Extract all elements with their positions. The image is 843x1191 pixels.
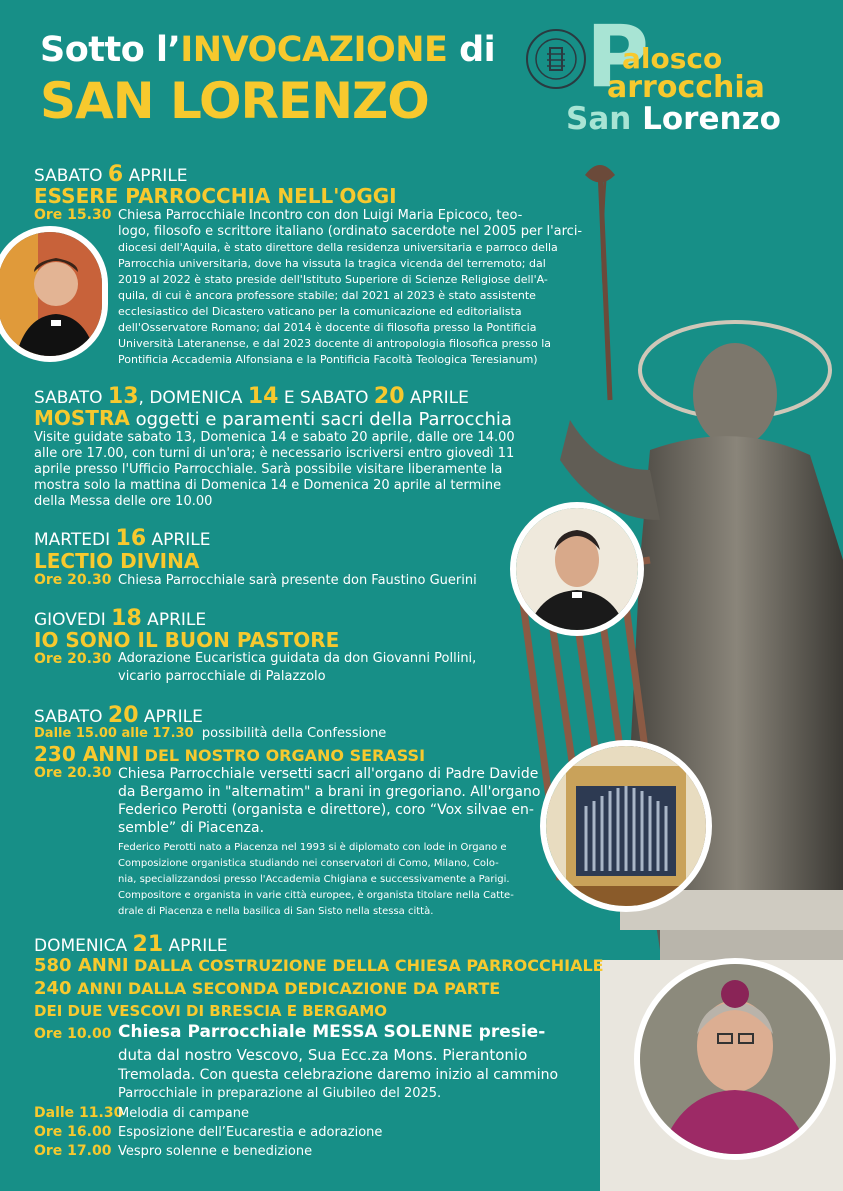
event1-line: 2019 al 2022 è stato preside dell'Istituto Superiore di Scienze Religiose dell'A- (118, 273, 548, 286)
event1-line: Chiesa Parrocchiale Incontro con don Luigi Maria Epicoco, teo- (118, 208, 523, 223)
event1-time: Ore 15.30 (34, 207, 112, 223)
event1-line: diocesi dell'Aquila, è stato direttore della residenza universitaria e parroco della (118, 241, 558, 254)
event3-title: LECTIO DIVINA (34, 549, 200, 573)
header-line-2: SAN LORENZO (40, 72, 429, 130)
event6-title-3: DEI DUE VESCOVI DI BRESCIA E BERGAMO (34, 1002, 388, 1020)
event6-date: DOMENICA 21 APRILE (34, 932, 228, 957)
event3-time: Ore 20.30 (34, 572, 112, 588)
event4-time: Ore 20.30 (34, 651, 112, 667)
event1-line: quila, di cui è ancora professore stabile; dal 2021 al 2023 è stato assistente (118, 289, 536, 302)
schedule-desc: Vespro solenne e benedizione (118, 1144, 313, 1159)
logo-parrocchia: arrocchia (607, 70, 765, 105)
schedule-time: Ore 16.00 (34, 1124, 112, 1140)
event1-line: dell'Osservatore Romano; dal 2014 è docente di filosofia presso la Pontificia (118, 321, 537, 334)
event6-mass-line4: Parrocchiale in preparazione al Giubileo del 2025. (118, 1086, 442, 1101)
event5-line: semble” di Piacenza. (118, 820, 265, 836)
schedule-time: Dalle 11.30 (34, 1105, 124, 1121)
event1-line: ecclesiastico del Dicastero vaticano per la comunicazione ed editorialista (118, 305, 522, 318)
event6-title-2: 240 ANNI DALLA SECONDA DEDICAZIONE DA PARTE (34, 978, 501, 999)
event1-line: Parrocchia universitaria, dove ha vissuta la tragica vicenda del terremoto; dal (118, 257, 546, 270)
event1-line: Università Lateranense, e dal 2023 docente di antropologia filosofica presso la (118, 337, 551, 350)
event5-bio-line: Federico Perotti nato a Piacenza nel 1993 si è diplomato con lode in Organo e (118, 842, 507, 853)
event1-date: SABATO 6 APRILE (34, 162, 188, 187)
event6-title-1: 580 ANNI DALLA COSTRUZIONE DELLA CHIESA PARROCCHIALE (34, 955, 604, 976)
event5-bio-line: nia, specializzandosi presso l'Accademia Chigiana e successivamente a Parigi. (118, 874, 510, 885)
event4-date: GIOVEDI 18 APRILE (34, 606, 207, 631)
event5-title: 230 ANNI DEL NOSTRO ORGANO SERASSI (34, 742, 426, 766)
event5-bio-line: Composizione organistica studiando nei conservatori di Como, Milano, Colo- (118, 858, 499, 869)
event6-mass-line2: duta dal nostro Vescovo, Sua Ecc.za Mons. Pierantonio (118, 1046, 528, 1064)
schedule-time: Ore 17.00 (34, 1143, 112, 1159)
logo-palosco: alosco (622, 42, 723, 75)
header-line-1: Sotto l’INVOCAZIONE di (40, 30, 496, 70)
event2-title: MOSTRA oggetti e paramenti sacri della Parrocchia (34, 406, 512, 430)
parish-seal-icon (525, 28, 587, 90)
event1-line: logo, filosofo e scrittore italiano (ordinato sacerdote nel 2005 per l'arci- (118, 224, 583, 239)
photo-faustino-guerini (510, 502, 644, 636)
event4-line: Adorazione Eucaristica guidata da don Giovanni Pollini, (118, 651, 477, 666)
event5-line: Chiesa Parrocchiale versetti sacri all'organo di Padre Davide (118, 766, 539, 782)
event5-bio-line: drale di Piacenza e nella basilica di San Sisto nella stessa città. (118, 906, 434, 917)
event5-time: Ore 20.30 (34, 765, 112, 781)
event4-title: IO SONO IL BUON PASTORE (34, 628, 340, 652)
event6-mass-line3: Tremolada. Con questa celebrazione daremo inizio al cammino (118, 1067, 559, 1083)
event3-date: MARTEDI 16 APRILE (34, 526, 211, 551)
event1-line: Pontificia Accademia Alfonsiana e la Pontificia Facoltà Teologica Teresianum) (118, 353, 538, 366)
event2-line: mostra solo la mattina di Domenica 14 e Domenica 20 aprile al termine (34, 478, 502, 493)
event2-date: SABATO 13, DOMENICA 14 E SABATO 20 APRILE (34, 384, 469, 409)
photo-bishop-tremolada (634, 958, 836, 1160)
event5-line: Federico Perotti (organista e direttore), coro “Vox silvae en- (118, 802, 534, 818)
schedule-desc: Melodia di campane (118, 1106, 249, 1121)
event2-line: alle ore 17.00, con turni di un'ora; è necessario iscriversi entro giovedì 11 (34, 446, 515, 461)
event5-bio-line: Compositore e organista in varie città europee, è organista titolare nella Catte- (118, 890, 514, 901)
event2-line: Visite guidate sabato 13, Domenica 14 e sabato 20 aprile, dalle ore 14.00 (34, 430, 515, 445)
schedule-desc: Esposizione dell’Eucarestia e adorazione (118, 1125, 383, 1140)
event2-line: della Messa delle ore 10.00 (34, 494, 213, 509)
event3-text: Chiesa Parrocchiale sarà presente don Faustino Guerini (118, 573, 477, 588)
event5-confession: Dalle 15.00 alle 17.30 possibilità della Confessione (34, 726, 387, 741)
event5-line: da Bergamo in "alternatim" a brani in gregoriano. All'organo (118, 784, 541, 800)
event6-mass-line1: Chiesa Parrocchiale MESSA SOLENNE presie- (118, 1022, 546, 1042)
logo-san-lorenzo: San Lorenzo (566, 101, 781, 137)
event4-line: vicario parrocchiale di Palazzolo (118, 669, 326, 684)
event5-date: SABATO 20 APRILE (34, 703, 203, 728)
logo-letter-p: P (586, 7, 650, 107)
event1-title: ESSERE PARROCCHIA NELL'OGGI (34, 184, 397, 208)
event2-line: aprile presso l'Ufficio Parrocchiale. Sarà possibile visitare liberamente la (34, 462, 503, 477)
photo-luigi-epicoco (0, 226, 108, 362)
event6-time: Ore 10.00 (34, 1026, 112, 1042)
photo-organ-serassi (540, 740, 712, 912)
